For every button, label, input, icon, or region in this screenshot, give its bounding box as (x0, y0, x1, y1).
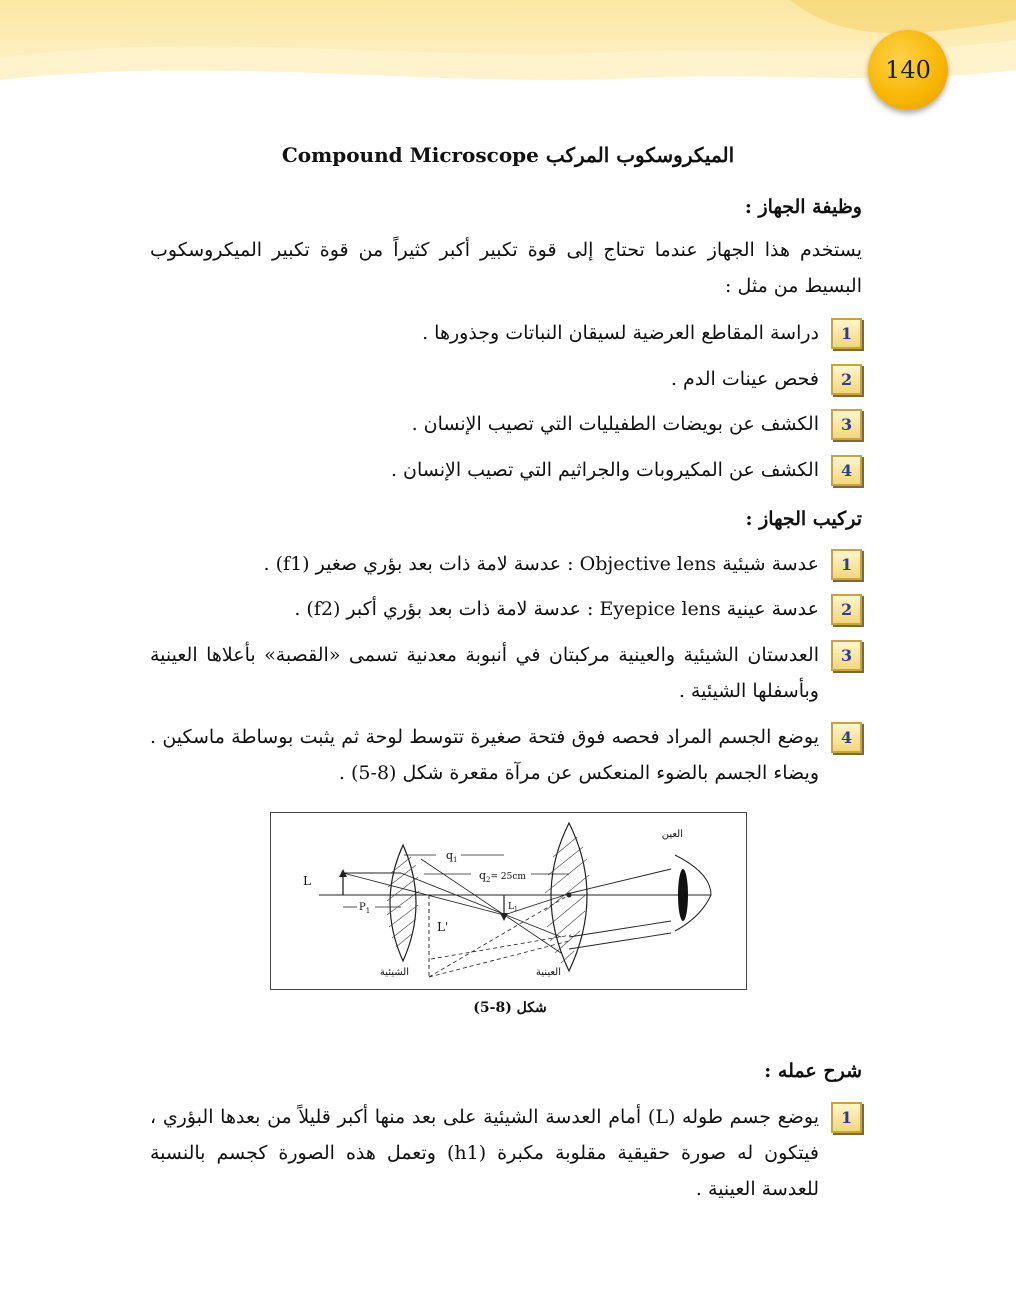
item-number-badge: 1 (831, 1102, 862, 1133)
header-wave-decoration (0, 0, 1016, 122)
working-item-1 (150, 1102, 862, 1207)
use-item-text: دراسة المقاطع العرضية لسيقان النباتات وجذورها . (422, 322, 819, 344)
label-object-L: L (303, 874, 311, 888)
item-number-badge: 4 (831, 455, 862, 486)
function-heading: وظيفة الجهاز : (744, 196, 862, 218)
use-item-2 (150, 364, 862, 397)
page-title: الميكروسكوب المركب Compound Microscope (281, 143, 735, 167)
eye-lens (678, 869, 688, 921)
use-item-1 (150, 318, 862, 351)
label-p1: $P_1$ (359, 902, 371, 915)
structure-item-text: العدستان الشيئية والعينية مركبتان في أنبوبة معدنية تسمى «القصبة» بأعلاها العينية وبأسفلها الشيئية . (150, 644, 819, 702)
function-paragraph: يستخدم هذا الجهاز عندما تحتاج إلى قوة تكبير أكبر كثيراً من قوة تكبير الميكروسكوب البسيط من مثل : (150, 239, 862, 297)
item-number-badge: 1 (831, 549, 862, 580)
item-number-badge: 1 (831, 318, 862, 349)
label-eyepiece-lens: العينية (535, 967, 561, 978)
label-virtual-image: L' (437, 920, 449, 934)
figure-caption: شكل (8-5) (473, 1000, 547, 1016)
structure-item-text: عدسة شيئية Objective lens : عدسة لامة ذات بعد بؤري صغير (f1) . (263, 553, 819, 575)
label-q1: $q_1$ (446, 849, 458, 864)
item-number-badge: 3 (831, 409, 862, 440)
page-number: 140 (885, 56, 931, 84)
structure-item-3 (150, 640, 862, 709)
label-real-image: $L_1$ (508, 902, 518, 913)
microscope-ray-diagram (270, 812, 747, 990)
structure-heading: تركيب الجهاز : (745, 508, 862, 530)
label-objective-lens: الشيئية (379, 967, 409, 978)
structure-item-text: عدسة عينية Eyepice lens : عدسة لامة ذات بعد بؤري أكبر (f2) . (294, 598, 819, 620)
item-number-badge: 4 (831, 722, 862, 753)
eyepiece-center-dot (567, 893, 572, 898)
use-item-text: الكشف عن المكيروبات والجراثيم التي تصيب الإنسان . (390, 459, 819, 481)
item-number-badge: 3 (831, 640, 862, 671)
working-heading: شرح عمله : (764, 1060, 862, 1082)
structure-item-1 (150, 549, 862, 582)
page-header-band (0, 0, 1016, 122)
use-item-4 (150, 455, 862, 488)
page-number-badge (868, 30, 948, 110)
objective-lens-hatching (387, 857, 419, 947)
working-item-text: يوضع جسم طوله (L) أمام العدسة الشيئية على بعد منها أكبر قليلاً من بعدها البؤري ، فيتكون له صورة حقيقية مقلوبة مكبرة (h1) وتعمل هذه الصورة كجسم بالنسبة للعدسة العينية . (150, 1106, 819, 1200)
structure-item-4 (150, 722, 862, 791)
use-item-text: فحص عينات الدم . (670, 368, 819, 390)
use-item-text: الكشف عن بويضات الطفيليات التي تصيب الإنسان . (411, 413, 819, 435)
structure-item-text: يوضع الجسم المراد فحصه فوق فتحة صغيرة تتوسط لوحة ثم يثبت بوساطة ماسكين . ويضاء الجسم بالضوء المنعكس عن مرآة مقعرة شكل (8-5) . (150, 726, 819, 784)
label-q2: $q_2^{= 25cm}$ (479, 869, 526, 884)
label-eye: العين (661, 829, 683, 840)
ray-diagram-svg (271, 813, 746, 989)
use-item-3 (150, 409, 862, 442)
item-number-badge: 2 (831, 594, 862, 625)
item-number-badge: 2 (831, 364, 862, 395)
structure-item-2 (150, 594, 862, 627)
